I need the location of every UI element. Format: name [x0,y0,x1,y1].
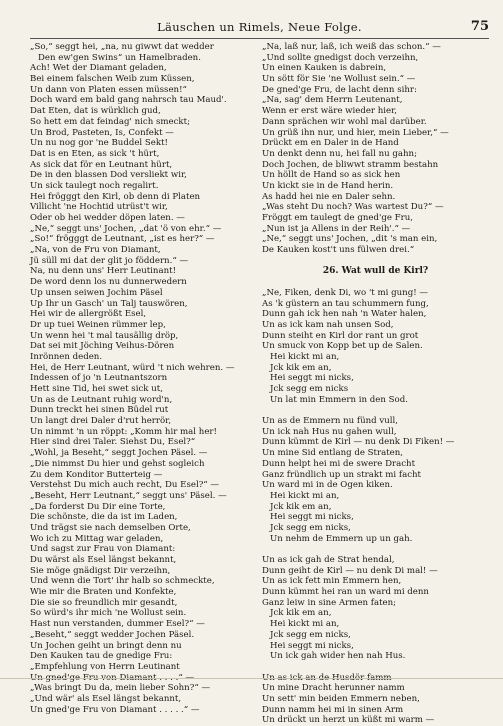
text-line: Un smuck von Kopp bet up de Salen. [262,341,423,352]
text-line: Dunn geiht de Kirl — nu denk Di mal! — [262,565,438,576]
text-line: Dat Eten, dat is würklich gud, [30,106,161,117]
text-line: Un sett' min beiden Emmern neben, [262,693,420,704]
text-line: Dunn steiht en Kirl dor rant un grot [262,330,419,341]
text-line: Ganz fründlich up un strakt mi facht [262,469,422,480]
text-line: Un as ick gah de Strat hendal, [262,555,395,565]
text-line: Hei seggt mi nicks, [270,640,354,651]
text-line: Jck kik em an, [270,501,332,512]
text-line: So würd's ihr mich 'ne Wollust sein. [30,608,187,619]
text-line: Und trägst sie nach demselben Orte, [30,522,191,533]
text-line: „So!“ frögggt de Leutnant, „ist es her?“ — [30,234,215,245]
text-line: Un höllt de Hand so as sick hen [262,170,401,181]
text-line: Hei seggt mi nicks, [270,512,354,523]
text-line: Un as de Emmern nu fünd vull, [262,416,399,427]
text-line: Dunn helpt hei mi de swere Dracht [262,458,416,469]
running-header [30,12,489,34]
text-line: Zu dem Konditor Butterteig — [30,469,163,480]
text-line: Un ick gah wider hen nah Hus. [270,651,406,662]
header-rule [30,38,489,39]
text-line: Inrönnen deden. [30,351,103,362]
text-line: Doch ward em bald gang nahrsch tau Maud'. [30,95,227,106]
text-line: „Na, sag' dem Herrn Leutenant, [262,95,403,106]
text-line: „Nun ist ja Allens in der Reih'.“ — [262,223,411,234]
text-line: As 'k güstern an tau schummern fung, [262,298,429,309]
text-line: „Na, laß nur, laß, ich weiß das schon.“ — [262,42,441,52]
stanza-gap [262,256,489,267]
page-bottom-edge [0,678,503,679]
text-line: Jü süll mi dat der glit jo föddern.“ — [30,255,189,266]
text-line: „So,“ seggt hei, „na, nu giwwt dat wedder [30,42,214,52]
text-line: Den ew'gen Swins“ un Hamelbraden. [38,52,201,63]
text-line: Un ward mi in de Ogen kiken. [262,480,393,491]
text-line: „Die nimmst Du hier und gehst sogleich [30,458,205,469]
text-line: Oder ob hei wedder döpen laten. — [30,213,185,223]
text-line: As sick dat för en Leutnant hürt, [30,159,173,170]
text-line: Un gned'ge Fru von Diamant . . . .“ — [30,672,195,683]
text-line: Jck kik em an, [270,362,332,373]
text-line: „Na, von de Fru von Diamant, [30,245,161,256]
stanza-gap [262,405,489,416]
text-line: Un nimmt 'n un röppt: „Komm hir mal her! [30,426,217,437]
stanza-gap [262,662,489,673]
text-line: Indessen of jo 'n Leutnantszorn [30,373,168,384]
stanza-gap [262,544,489,555]
text-line: Und sagst zur Frau von Diamant: [30,544,176,555]
text-line: Un as ick fett min Emmern hen, [262,576,402,587]
text-line: „Wohl, ja Beseht,“ seggt Jochen Päsel. — [30,448,208,459]
text-line: Wo ich zu Mittag war geladen, [30,533,164,544]
text-line: Dunn treckt hei sinen Büdel rut [30,405,169,416]
text-line: Un Jochen geiht un bringt denn nu [30,640,182,651]
text-line: Up Ihr un Gasch' un Talj tauswören, [30,298,188,309]
text-line: Un grüß ihn nur, und hier, mein Lieber,“ — [262,127,449,138]
text-line: Up unsen seiwen Jochim Päsel [30,287,163,298]
text-line: Drückt em en Daler in de Hand [262,138,399,149]
text-line: „Und wär' als Esel längst bekannt, [30,693,182,704]
text-line: Hei kickt mi an, [270,351,340,362]
text-line: Wenn er erst wäre wieder hier, [262,106,398,117]
left-column [30,42,254,715]
text-line: „Was steht Du noch? Was wartest Du?“ — [262,202,444,213]
text-line: Jck kik em an, [270,608,332,619]
text-line: Fröggt em taulegt de gned'ge Fru, [262,213,413,223]
text-line: Sie möge gnädigst Dir verzeihn, [30,565,171,576]
text-line: Dr up tuei Weinen rümmer lep, [30,319,166,330]
page-number: 75 [470,19,489,34]
text-line: Dann sprächen wir wohl mal darüber. [262,116,427,127]
text-line: Ach! Wet der Diamant geladen, [30,63,167,74]
text-line: Un lat min Emmern in den Sod. [270,394,408,405]
text-line: Wie mir die Braten und Konfekte, [30,587,177,598]
text-line: „Ne, Fiken, denk Di, wo 't mi gung! — [262,287,428,298]
text-line: Dunn kümmt de Kirl — nu denk Di Fiken! — [262,437,455,448]
text-line: Un denkt denn nu, hei fall nu gahn; [262,148,417,159]
text-line: Un einen Kauken is dabrein, [262,63,387,74]
text-line: Dat is en Eten, as sick 't hürt, [30,148,160,159]
text-line: Hier sind drei Taler. Siehst Du, Esel?“ [30,437,196,448]
text-line: Dunn namm hei mi in sinen Arm [262,704,404,715]
text-line: Un Brod, Pasteten, Is, Confekt — [30,127,174,138]
text-line: Un sött för Sie 'ne Wollust sein.“ — [262,74,416,85]
text-line: Hei kickt mi an, [270,619,340,630]
text-line: Jck segg em nicks [270,384,349,394]
text-line: Jck segg em nicks, [270,522,351,533]
text-line: Un nehm de Emmern up un gah. [270,533,413,544]
text-line: Un sick taulegt noch regalirt. [30,180,159,191]
text-line: Un as ick an de Husdör famm [262,672,392,683]
text-line: Doch Jochen, de bliwwt stramm bestahn [262,159,439,170]
text-line: Un mine Sid entlang de Straten, [262,448,404,459]
text-line: Hett sine Tid, hei swet sick ut, [30,384,163,394]
text-line: Un drückt un herzt un küßt mi warm — [262,715,435,726]
text-line: „Beseht,“ seggt wedder Jochen Päsel. [30,629,195,640]
text-line: Hei, de Herr Leutnant, würd 't nich wehren. — [30,362,235,373]
text-line: „Und sollte gnedigst doch verzeihn, [262,52,419,63]
text-line: De gned'ge Fru, de lacht denn sihr: [262,84,417,95]
text-line: De Kauken kost't uns fülwen drei.“ [262,245,415,256]
text-line: Ganz leiw in sine Armen faten; [262,597,397,608]
text-line: „Empfehlung von Herrn Leutinant [30,661,180,672]
text-line: „Da forderst Du Dir eine Torte, [30,501,166,512]
right-column [262,42,489,726]
text-line: „Ne,“ seggt uns' Jochen, „dat 'ö von ehr.“ — [30,223,222,234]
poem-heading: 26. Wat wull de Kirl? [322,266,429,277]
text-line: Un as de Leutnant ruhig word'n, [30,394,173,405]
text-line: Hast nun verstanden, dummer Esel?“ — [30,619,205,630]
text-line: Verstehst Du mich auch recht, Du Esel?“ — [30,480,220,491]
text-line: „Beseht, Herr Leutnant,“ seggt uns' Päsel. — [30,490,227,501]
text-line: Die schönste, die da ist im Laden, [30,512,178,523]
text-line: Un ick nah Hus nu gahen wull, [262,426,397,437]
text-line: Du wärst als Esel längst bekannt, [30,555,177,565]
text-line: Na, nu denn uns' Herr Leutinant! [30,266,177,277]
text-line: Jck segg em nicks, [270,629,351,640]
text-line: Den Kauken tau de gnedige Fru: [30,651,173,662]
text-line: Dat sei mit Jöching Veihus-Dören [30,341,175,352]
text-line: So hett em dat feindag' nich smeckt; [30,116,190,127]
text-line: Un wenn hei 't mal tausällig dröp, [30,330,179,341]
text-line: De word denn los nu dunnerwedern [30,277,187,288]
text-line: Un langt drei Daler d'rut herrör, [30,416,172,427]
text-line: Un mine Dracht herunner namm [262,683,405,694]
text-line: „Was bringt Du da, mein lieber Sohn?“ — [30,683,211,694]
text-line: Und wenn die Tort' ihr halb so schmeckte, [30,576,215,587]
text-line: Un gned'ge Fru von Diamant . . . . .“ — [30,704,200,715]
text-line: „Ne,“ seggt uns' Jochen, „dit 's man ein, [262,234,438,245]
text-line: Dunn gah ick hen nah 'n Water halen, [262,309,427,320]
text-line: Villicht 'ne Hochtid utrüst't wir, [30,202,168,213]
text-line: Un nu nog gor 'ne Buddel Sekt! [30,138,168,149]
text-line: Un kickt sie in de Hand herin. [262,180,394,191]
text-line: Die sie so freundlich mir gesandt, [30,597,178,608]
text-line: Un dann von Platen essen müssen!“ [30,84,187,95]
running-title: Läuschen un Rimels, Neue Folge. [157,20,362,34]
text-line: Hei seggt mi nicks, [270,373,354,384]
text-line: De in den blassen Dod versliekt wir, [30,170,187,181]
text-line: Hei wir de allergrößt Esel, [30,309,147,320]
text-line: Hei frögggt den Kirl, ob denn di Platen [30,191,201,202]
text-line: Hei kickt mi an, [270,490,340,501]
text-line: As hadd hei nie en Daler sehn. [262,191,396,202]
text-line: Bei einem falschen Weib zum Küssen, [30,74,195,85]
text-line: Un as ick kam nah unsen Sod, [262,319,394,330]
stanza-gap [262,277,489,288]
text-line: Dunn kümmt hei ran un ward mi denn [262,587,429,598]
